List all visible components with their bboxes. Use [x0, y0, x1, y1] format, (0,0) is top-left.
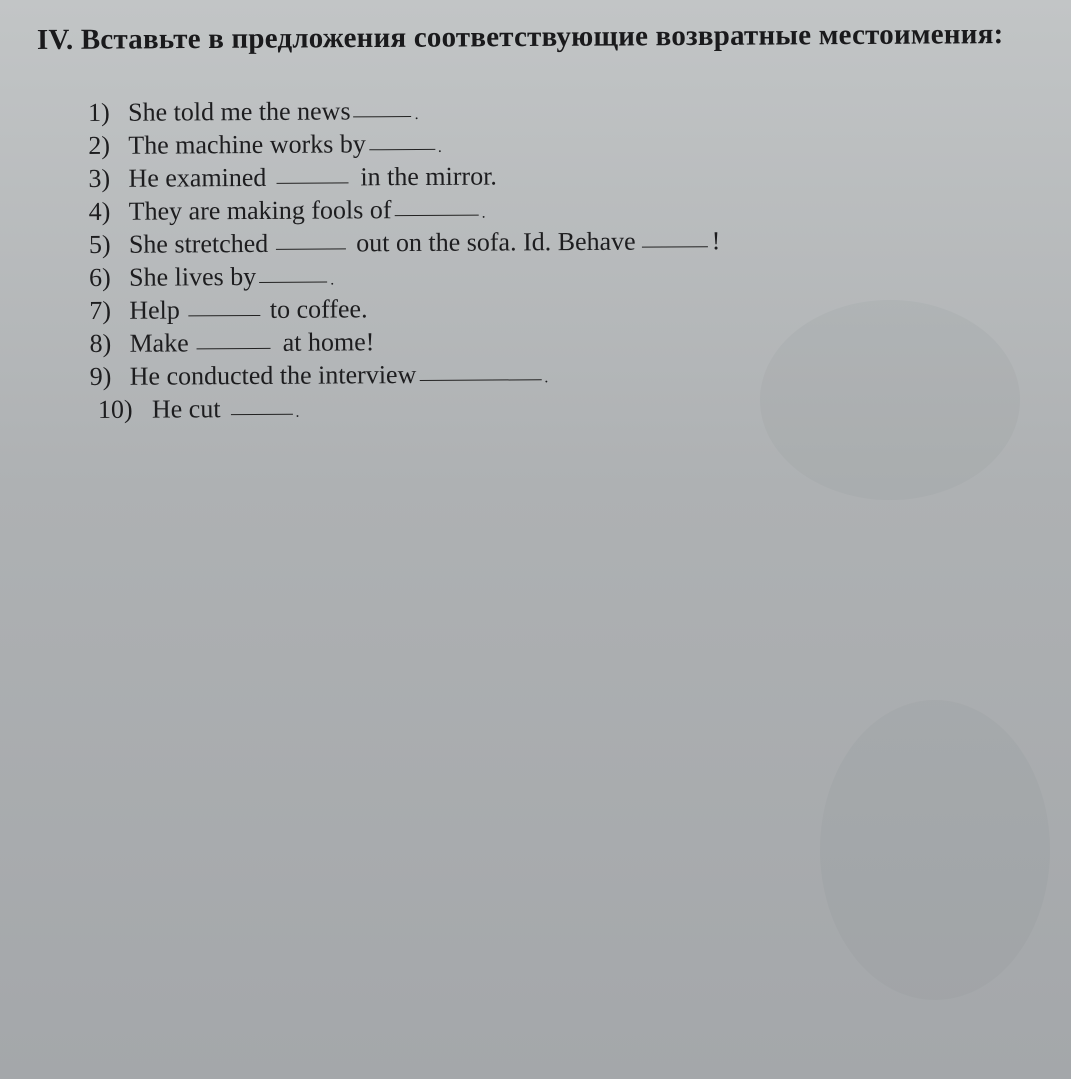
list-item: [90, 356, 722, 393]
answer-blank[interactable]: [642, 245, 708, 247]
item-text: He cut: [151, 394, 221, 424]
item-number: 3): [88, 163, 111, 193]
exercise-heading: IV. Вставьте в предложения соответствующие возвратные местоимения:: [36, 18, 1004, 56]
list-item: [90, 389, 722, 426]
item-number: 7): [89, 295, 112, 325]
item-text: He examined: [128, 162, 267, 193]
item-number: 5): [88, 229, 111, 259]
answer-blank[interactable]: [188, 314, 260, 316]
item-end: .: [330, 271, 335, 289]
list-item: [89, 323, 721, 360]
list-item: [88, 125, 720, 162]
list-item: [89, 224, 721, 261]
list-item: [88, 92, 720, 129]
item-text: She lives by: [129, 261, 257, 292]
item-text-after: in the mirror.: [360, 161, 497, 192]
item-text-after: out on the sofa. Id. Behave: [356, 226, 636, 258]
item-text: Help: [129, 295, 180, 325]
exercise-list: [88, 92, 721, 426]
item-text: She told me the news: [128, 96, 351, 127]
item-number: 10): [97, 394, 133, 424]
item-number: 8): [89, 328, 112, 358]
item-end: !: [711, 226, 721, 256]
item-number: 4): [88, 196, 111, 226]
paper-shadow: [760, 300, 1020, 500]
item-number: 6): [89, 262, 111, 292]
item-end: .: [437, 138, 442, 156]
answer-blank[interactable]: [276, 247, 346, 249]
answer-blank[interactable]: [276, 181, 348, 183]
item-text: She stretched: [128, 228, 269, 259]
item-text-after: to coffee.: [269, 294, 368, 324]
list-item: [89, 257, 721, 294]
item-text-after: at home!: [282, 327, 375, 357]
answer-blank[interactable]: [354, 115, 412, 117]
item-end: .: [414, 105, 419, 124]
answer-blank[interactable]: [259, 281, 327, 283]
item-end: .: [481, 204, 486, 222]
list-item: [89, 191, 721, 228]
item-text: They are making fools of: [128, 195, 392, 226]
item-text: The machine works by: [128, 129, 366, 160]
item-end: .: [544, 369, 549, 387]
list-item: [89, 290, 721, 327]
item-number: 9): [89, 361, 112, 391]
answer-blank[interactable]: [197, 347, 271, 349]
item-end: .: [295, 403, 300, 421]
answer-blank[interactable]: [395, 214, 479, 217]
answer-blank[interactable]: [231, 413, 293, 415]
item-text: Make: [129, 328, 189, 358]
item-number: 1): [88, 97, 110, 127]
list-item: [88, 158, 720, 195]
item-number: 2): [88, 130, 111, 160]
item-text: He conducted the interview: [129, 359, 417, 391]
paper-shadow: [820, 700, 1050, 1000]
answer-blank[interactable]: [419, 378, 541, 381]
answer-blank[interactable]: [369, 148, 435, 150]
